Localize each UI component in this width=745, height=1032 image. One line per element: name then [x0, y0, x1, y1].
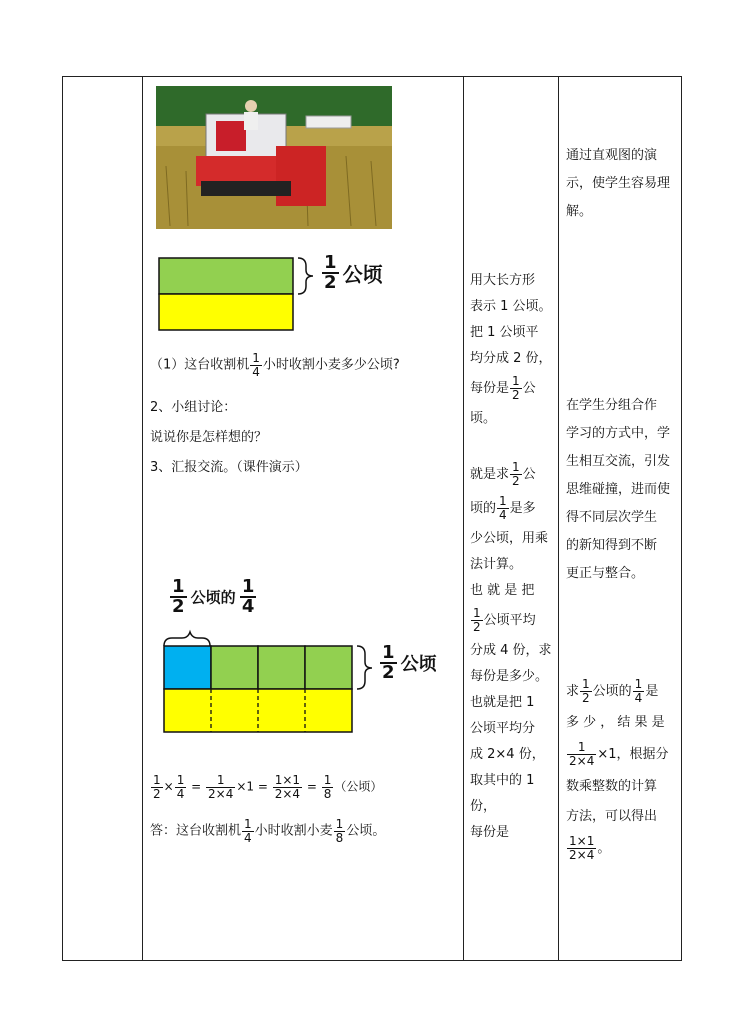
col4-line: 思维碰撞，进而使 [566, 482, 671, 497]
col4-line: 的新知得到不断 [566, 538, 658, 553]
step-2: 2、小组讨论： [150, 400, 237, 415]
col4-line: 多 少 ， 结 果 是 [566, 715, 665, 730]
col3-line: 也就是把 1 [470, 695, 535, 710]
col4-line: 学习的方式中，学 [566, 426, 671, 441]
col4-line: 数乘整数的计算 [566, 779, 658, 794]
top-brace-icon [164, 632, 210, 646]
col3-line: 少公顷，用乘 [470, 531, 549, 546]
col4-line: 通过直观图的演 [566, 148, 658, 163]
step-3: 3、汇报交流。（课件演示） [150, 460, 308, 475]
step-2-sub: 说说你是怎样想的？ [150, 430, 268, 445]
col4-line: 得不同层次学生 [566, 510, 658, 525]
col3-line: 就是求 $\frac{1}{2}$ 公 [470, 460, 536, 488]
col4-line: $\frac{1}{2\times 4}$ ×1，根据分 [569, 740, 669, 768]
green-cell-4 [305, 646, 352, 689]
quarter-diagram [162, 618, 402, 738]
col3-line: 均分成 2 份， [470, 351, 552, 366]
col4-line: 更正与整合。 [566, 566, 645, 581]
col3-line: 顷。 [470, 411, 497, 426]
intent-column-para2 [566, 392, 678, 588]
right-half-label: $\frac{1}{2}$ 公顷 [382, 642, 437, 683]
harvester-photo [156, 86, 392, 229]
intent-column-para1 [566, 142, 678, 226]
col3-line: 把 1 公顷平 [470, 325, 539, 340]
answer: 答：这台收割机 $\frac{1}{4}$ 小时收割小麦 $\frac{1}{8}$ 公顷。 [150, 817, 386, 845]
col3-line: 法计算。 [470, 557, 523, 572]
col4-line: 示，使学生容易理 [566, 176, 671, 191]
brace-icon [298, 258, 313, 294]
col3-line: 分成 4 份，求 [470, 643, 552, 658]
col4-line: 方法，可以得出 [566, 809, 658, 824]
col3-line: 也 就 是 把 [470, 583, 535, 598]
yellow-rect [159, 294, 293, 330]
right-brace-icon [357, 646, 372, 689]
col3-line: 份， [470, 799, 497, 814]
col4-line: 在学生分组合作 [566, 398, 658, 413]
col3-line: $\frac{1}{2}$ 公顷平均 [473, 606, 536, 634]
content-column [142, 76, 464, 961]
green-rect [159, 258, 293, 294]
col3-line: 表示 1 公顷。 [470, 299, 552, 314]
half-hectare-label: $\frac{1}{2}$ 公顷 [324, 252, 383, 293]
blue-cell [164, 646, 211, 689]
equation: $\frac{1}{2}$ × $\frac{1}{4}$ = $\frac{1}{2\times 4}$ ×1 = $\frac{1\times 1}{2\times 4}$ = $\frac{1}{8}$ （公顷） [153, 773, 383, 801]
col3-line: 取其中的 1 [470, 773, 535, 788]
green-cell-3 [258, 646, 305, 689]
explanation-column [470, 268, 554, 846]
col4-line: 求 $\frac{1}{2}$ 公顷的 $\frac{1}{4}$ 是 [566, 677, 659, 705]
quarter-of-half-label: $\frac{1}{2}$ 公顷的 $\frac{1}{4}$ [172, 576, 255, 617]
col4-line: 解。 [566, 204, 593, 219]
col3-line: 每份是多少。 [470, 669, 549, 684]
col3-line: 成 2×4 份， [470, 747, 545, 762]
half-fraction: $\frac{1}{2}$ [324, 252, 337, 293]
column-divider-3 [558, 77, 559, 960]
col3-line: 每份是 [470, 825, 510, 840]
intent-column-para3 [566, 676, 678, 866]
col3-line: 每份是 $\frac{1}{2}$ 公 [470, 374, 536, 402]
col3-line: 用大长方形 [470, 273, 536, 288]
green-cell-2 [211, 646, 258, 689]
col4-line: $\frac{1\times 1}{2\times 4}$ 。 [569, 834, 611, 862]
question-1: （1）这台收割机 $\frac{1}{4}$ 小时收割小麦多少公顷? [150, 351, 400, 379]
col3-line: 顷的 $\frac{1}{4}$ 是多 [470, 494, 536, 522]
col3-line: 公顷平均分 [470, 721, 536, 736]
col4-line: 生相互交流，引发 [566, 454, 671, 469]
